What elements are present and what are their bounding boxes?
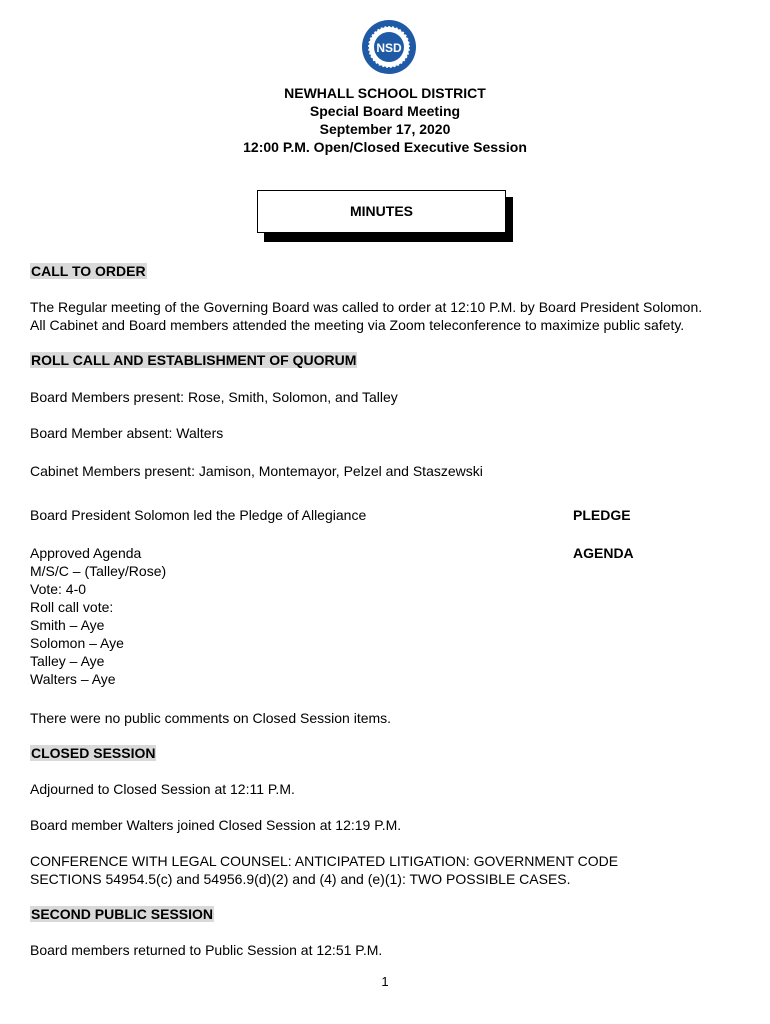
board-member-absent: Board Member absent: Walters bbox=[30, 425, 224, 441]
walters-joined: Board member Walters joined Closed Session at 12:19 P.M. bbox=[30, 817, 402, 833]
agenda-line: Walters – Aye bbox=[30, 671, 116, 687]
agenda-line: Solomon – Aye bbox=[30, 635, 124, 651]
agenda-block bbox=[30, 544, 166, 688]
minutes-title-box: MINUTES bbox=[257, 190, 506, 233]
meeting-date: September 17, 2020 bbox=[319, 121, 451, 137]
logo-text: NSD bbox=[376, 41, 402, 55]
agenda-line: Roll call vote: bbox=[30, 599, 114, 615]
legal-counsel-line1: CONFERENCE WITH LEGAL COUNSEL: ANTICIPATED LITIGATION: GOVERNMENT CODE bbox=[30, 853, 619, 869]
second-public-session-heading: SECOND PUBLIC SESSION bbox=[31, 906, 214, 922]
call-to-order-heading: CALL TO ORDER bbox=[31, 263, 146, 279]
call-to-order-line2: All Cabinet and Board members attended the meeting via Zoom teleconference to maximize public safety. bbox=[30, 317, 685, 333]
document-header bbox=[0, 84, 770, 156]
closed-session-heading: CLOSED SESSION bbox=[31, 745, 156, 761]
legal-counsel-line2: SECTIONS 54954.5(c) and 54956.9(d)(2) and (4) and (e)(1): TWO POSSIBLE CASES. bbox=[30, 871, 571, 887]
session-info: 12:00 P.M. Open/Closed Executive Session bbox=[243, 139, 527, 155]
agenda-line: Approved Agenda bbox=[30, 545, 142, 561]
meeting-type: Special Board Meeting bbox=[309, 103, 461, 119]
call-to-order-line1: The Regular meeting of the Governing Board was called to order at 12:10 P.M. by Board President Solomon. bbox=[30, 299, 703, 315]
agenda-line: Smith – Aye bbox=[30, 617, 105, 633]
adjourned-closed-session: Adjourned to Closed Session at 12:11 P.M. bbox=[30, 781, 295, 797]
pledge-label: PLEDGE bbox=[573, 507, 631, 523]
agenda-line: Vote: 4-0 bbox=[30, 581, 87, 597]
page-number: 1 bbox=[381, 974, 389, 989]
district-seal-logo bbox=[361, 19, 417, 75]
agenda-line: M/S/C – (Talley/Rose) bbox=[30, 563, 167, 579]
agenda-line: Talley – Aye bbox=[30, 653, 105, 669]
agenda-label: AGENDA bbox=[573, 545, 634, 561]
public-comments-note: There were no public comments on Closed Session items. bbox=[30, 710, 392, 726]
returned-public-session: Board members returned to Public Session at 12:51 P.M. bbox=[30, 942, 383, 958]
district-name: NEWHALL SCHOOL DISTRICT bbox=[284, 85, 486, 101]
cabinet-members-present: Cabinet Members present: Jamison, Montemayor, Pelzel and Staszewski bbox=[30, 463, 483, 479]
pledge-text: Board President Solomon led the Pledge of Allegiance bbox=[30, 507, 367, 523]
roll-call-heading: ROLL CALL AND ESTABLISHMENT OF QUORUM bbox=[31, 352, 357, 368]
board-members-present: Board Members present: Rose, Smith, Solomon, and Talley bbox=[30, 389, 398, 405]
